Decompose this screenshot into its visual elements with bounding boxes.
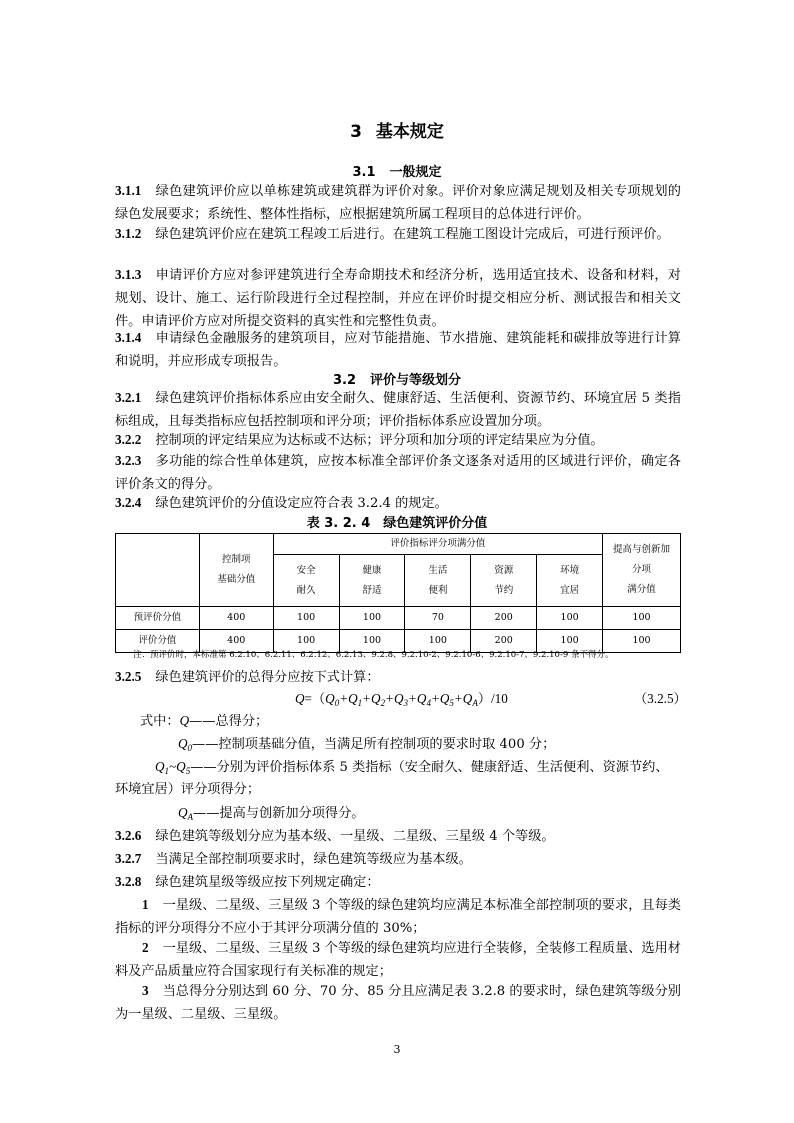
category-header: 环境 宜居 (537, 555, 603, 607)
category-header: 安全 耐久 (273, 555, 339, 607)
header-control-cell (199, 534, 273, 607)
category-header: 资源 节约 (471, 555, 537, 607)
chapter-title: 3 基本规定 (350, 122, 444, 142)
cell-bonus: 100 (603, 630, 681, 653)
table-row (116, 607, 681, 630)
cell-value: 100 (339, 630, 405, 653)
header-bonus-line2: 分项 (632, 564, 652, 575)
clause-3-1-2: 3.1.2 绿色建筑评价应在建筑工程竣工后进行。在建筑工程施工图设计完成后，可进行预评价。 (115, 226, 670, 242)
score-table (115, 533, 681, 653)
row-label: 评价分值 (116, 630, 200, 653)
table-note: 注：预评价时，本标准第 6.2.10、6.2.11、6.2.12、6.2.13、9.2.8、9.2.10-2、9.2.10-6、9.2.10-7、9.2.10-9 条不得分。 (133, 650, 614, 660)
cell-control: 400 (199, 607, 273, 630)
header-bonus-line1: 提高与创新加 (613, 544, 671, 555)
clause-3-2-2: 3.2.2 控制项的评定结果应为达标或不达标；评分项和加分项的评定结果应为分值。 (115, 432, 604, 448)
header-control-line2: 基础分值 (217, 574, 256, 585)
section-title-3-1: 3.1 一般规定 (352, 165, 442, 180)
row-label: 预评价分值 (116, 607, 200, 630)
cell-value: 200 (471, 607, 537, 630)
header-control-line1: 控制项 (221, 554, 251, 565)
table-title: 表 3. 2. 4 绿色建筑评价分值 (306, 516, 488, 531)
category-header: 健康 舒适 (339, 555, 405, 607)
definition-qa: $Q_A——$提高与创新加分项得分。 (178, 805, 365, 822)
cell-value: 200 (471, 630, 537, 653)
cell-value: 100 (537, 607, 603, 630)
cell-value: 100 (339, 607, 405, 630)
cell-value: 100 (273, 607, 339, 630)
header-bonus-line3: 满分值 (627, 584, 656, 595)
definition-q0: $Q_0——$控制项基础分值，当满足所有控制项的要求时取 400 分； (178, 736, 556, 753)
clause-3-1-1: 3.1.1 绿色建筑评价应以单栋建筑或建筑群为评价对象。评价对象应满足规划及相关专项规划的绿色发展要求；系统性、整体性指标，应根据建筑所属工程项目的总体进行评价。 (115, 183, 681, 222)
definition-q1-q5: $Q_1\sim Q_5——$分别为评价指标体系 5 类指标（安全耐久、健康舒适、生活便利、资源节约、 (155, 759, 669, 776)
list-item: 3 当总得分分别达到 60 分、70 分、85 分且应满足表 3.2.8 的要求时，绿色建筑等级分别为一星级、二星级、三星级。 (115, 983, 681, 1022)
definition-q: 式中：Q——总得分； (140, 713, 269, 729)
header-bonus-cell (603, 534, 681, 607)
clause-3-2-6: 3.2.6 绿色建筑等级划分应为基本级、一星级、二星级、三星级 4 个等级。 (115, 828, 555, 844)
term-q0: $Q_0$ (325, 691, 340, 708)
table-corner-cell (116, 534, 200, 607)
definition-q1-q5-cont: 环境宜居）评分项得分； (115, 782, 261, 797)
cell-bonus: 100 (603, 607, 681, 630)
section-title-3-2: 3.2 评价与等级划分 (332, 373, 462, 388)
list-item: 2 一星级、二星级、三星级 3 个等级的绿色建筑均应进行全装修，全装修工程质量、选用材料及产品质量应符合国家现行有关标准的规定； (115, 940, 681, 979)
category-header: 生活 便利 (405, 555, 471, 607)
formula: $Q=(Q_0+Q_1+Q_2+Q_3+Q_4+Q_5+Q_A)/10$ (295, 691, 508, 708)
clause-3-2-3: 3.2.3 多功能的综合性单体建筑，应按本标准全部评价条文逐条对适用的区域进行评价，确定各评价条文的得分。 (115, 453, 681, 492)
clause-3-2-7: 3.2.7 当满足全部控制项要求时，绿色建筑等级应为基本级。 (115, 851, 472, 867)
cell-value: 100 (537, 630, 603, 653)
clause-3-2-8: 3.2.8 绿色建筑星级等级应按下列规定确定： (115, 874, 380, 890)
clause-3-1-4: 3.1.4 申请绿色金融服务的建筑项目，应对节能措施、节水措施、建筑能耗和碳排放等进行计算和说明，并应形成专项报告。 (115, 330, 681, 369)
clause-3-2-5: 3.2.5 绿色建筑评价的总得分应按下式计算： (115, 669, 380, 685)
clause-3-2-1: 3.2.1 绿色建筑评价指标体系应由安全耐久、健康舒适、生活便利、资源节约、环境宜居 5 类指标组成，且每类指标应包括控制项和评分项；评价指标体系应设置加分项。 (115, 390, 681, 429)
cell-value: 70 (405, 607, 471, 630)
cell-value: 100 (405, 630, 471, 653)
cell-control: 400 (199, 630, 273, 653)
clause-3-2-4: 3.2.4 绿色建筑评价的分值设定应符合表 3.2.4 的规定。 (115, 495, 448, 511)
clause-3-1-3: 3.1.3 申请评价方应对参评建筑进行全寿命期技术和经济分析，选用适宜技术、设备和材料，对规划、设计、施工、运行阶段进行全过程控制，并应在评价时提交相应分析、测试报告和相关文件。申请评价方应对所提交资料的真实性和完整性负责。 (115, 267, 681, 329)
header-group-cell: 评价指标评分项满分值 (273, 534, 602, 555)
page-number: 3 (393, 1043, 401, 1056)
list-item: 1 一星级、二星级、三星级 3 个等级的绿色建筑均应满足本标准全部控制项的要求，且每类指标的评分项得分不应小于其评分项满分值的 30%； (115, 897, 681, 936)
cell-value: 100 (273, 630, 339, 653)
formula-number: （3.2.5） (634, 691, 687, 706)
